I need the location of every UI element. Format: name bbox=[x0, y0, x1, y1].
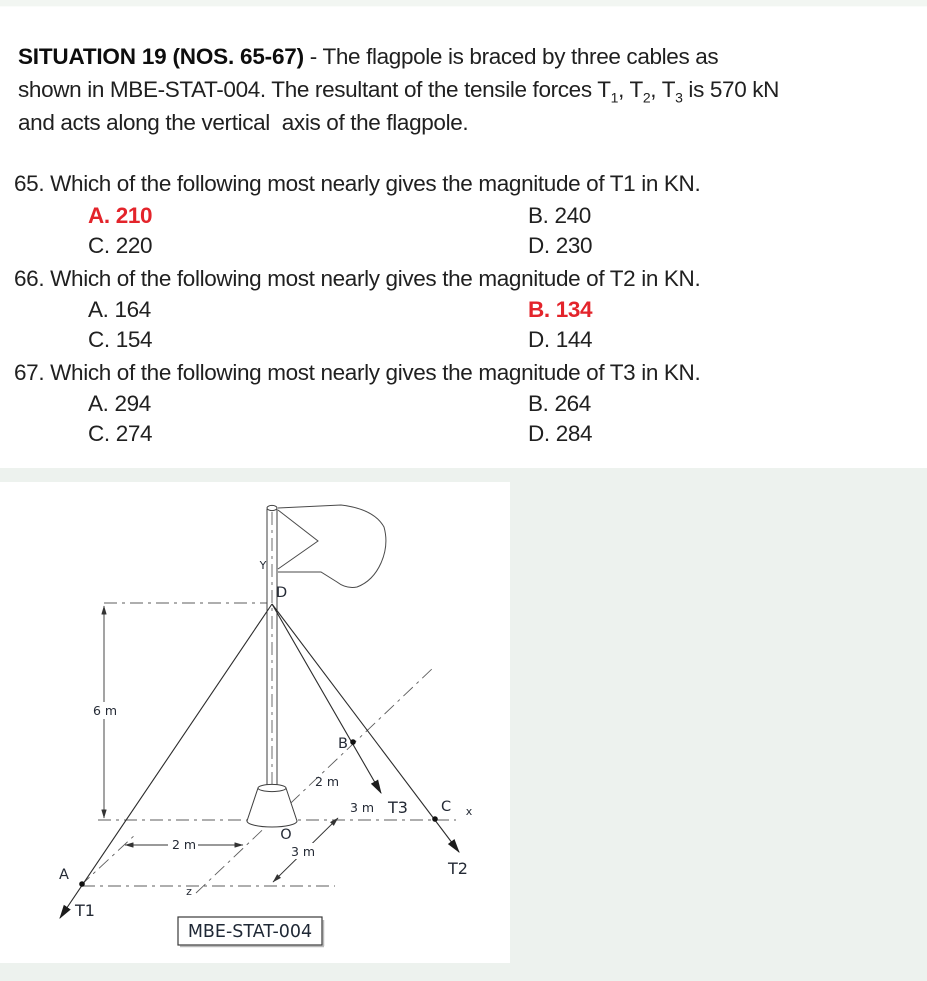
point-c-label: C bbox=[440, 799, 452, 815]
x-axis-label: x bbox=[465, 805, 473, 818]
cable-t3 bbox=[272, 604, 381, 793]
point-b-label: B bbox=[338, 736, 348, 752]
pole-base bbox=[247, 784, 297, 827]
situation-heading: SITUATION 19 (NOS. 65-67) bbox=[18, 44, 304, 69]
point-b-dot bbox=[350, 739, 356, 745]
figure-mbe-stat-004 bbox=[0, 482, 510, 963]
flagpole-diagram bbox=[0, 482, 510, 963]
top-edge-strip bbox=[0, 0, 927, 7]
point-d-label: D bbox=[276, 585, 288, 601]
axis-lines bbox=[80, 512, 456, 893]
dim-3m-lower-label: 3 m bbox=[290, 844, 316, 859]
question-65: 65. Which of the following most nearly gives the magnitude of T1 in KN. bbox=[14, 171, 701, 196]
figure-code-label: MBE-STAT-004 bbox=[187, 922, 313, 942]
t3-label: T3 bbox=[388, 798, 408, 817]
situation-paragraph bbox=[18, 40, 923, 139]
t2-label: T2 bbox=[448, 859, 468, 878]
q66-option-d: D. 144 bbox=[528, 327, 593, 352]
cables bbox=[60, 604, 459, 918]
z-axis-label: z bbox=[186, 885, 192, 898]
q66-option-c: C. 154 bbox=[88, 327, 153, 352]
q67-option-c: C. 274 bbox=[88, 421, 153, 446]
point-a-dot bbox=[79, 881, 85, 887]
dim-3m-x-label: 3 m bbox=[349, 800, 375, 815]
cable-t1 bbox=[60, 604, 272, 918]
y-axis-label: Y bbox=[259, 559, 267, 572]
question-67: 67. Which of the following most nearly gives the magnitude of T3 in KN. bbox=[14, 360, 701, 385]
q67-option-a: A. 294 bbox=[88, 391, 151, 416]
point-c-dot bbox=[432, 816, 438, 822]
point-a-label: A bbox=[59, 867, 69, 883]
q65-option-d: D. 230 bbox=[528, 233, 593, 258]
figure-title-frame bbox=[178, 917, 324, 947]
a-extension-line bbox=[80, 833, 137, 886]
q65-option-a: A. 210 bbox=[88, 203, 153, 228]
origin-label: O bbox=[280, 827, 292, 843]
q67-option-b: B. 264 bbox=[528, 391, 591, 416]
q65-option-b: B. 240 bbox=[528, 203, 591, 228]
situation-line-2: shown in MBE-STAT-004. The resultant of the tensile forces $T_1$, $T_2$, $T_3$ is 570 kN bbox=[18, 77, 780, 106]
q66-option-b: B. 134 bbox=[528, 297, 593, 322]
situation-line-1: SITUATION 19 (NOS. 65-67) - The flagpole is braced by three cables as bbox=[18, 44, 719, 69]
q66-option-a: A. 164 bbox=[88, 297, 151, 322]
dimension-lines bbox=[104, 606, 338, 882]
dim-2m-lower-label: 2 m bbox=[171, 837, 197, 852]
dim-2m-upper-label: 2 m bbox=[314, 774, 340, 789]
flag bbox=[278, 505, 386, 587]
situation-line-3: and acts along the vertical axis of the flagpole. bbox=[18, 110, 469, 135]
dim-6m-label: 6 m bbox=[92, 703, 118, 718]
t1-label: T1 bbox=[75, 901, 95, 920]
q67-option-d: D. 284 bbox=[528, 421, 593, 446]
q65-option-c: C. 220 bbox=[88, 233, 153, 258]
question-66: 66. Which of the following most nearly gives the magnitude of T2 in KN. bbox=[14, 266, 701, 291]
